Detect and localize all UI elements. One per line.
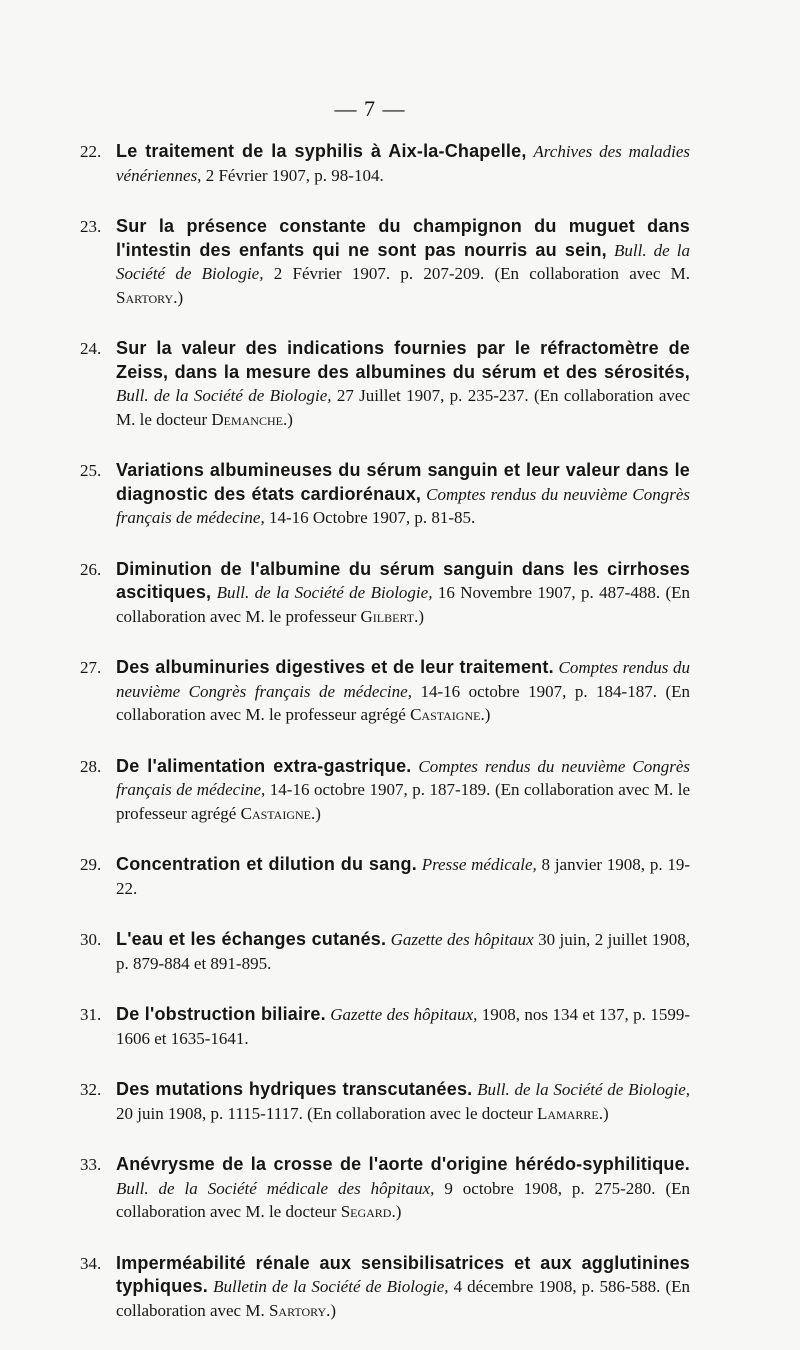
entry-source: Bull. de la Société de Biologie, <box>116 386 332 405</box>
entry-source: Gazette des hôpitaux, <box>330 1005 478 1024</box>
entry-number: 22. <box>80 142 102 161</box>
entry-title: Des albuminuries digestives et de leur traitement. <box>116 657 554 677</box>
entry-collab-suffix: .) <box>326 1300 337 1320</box>
entry-collab-name: Castaigne <box>410 705 481 724</box>
entry-details: 14-16 octobre 1907, p. 187-189. <box>269 780 491 799</box>
entry-collab-suffix: .) <box>173 287 184 307</box>
entry-number: 31. <box>80 1005 102 1024</box>
entry-number: 25. <box>80 461 102 480</box>
entry-source: Bulletin de la Société de Biologie, <box>213 1277 449 1296</box>
entry-details: 30 juin, 2 juillet 1908, p. 879-884 et 891-895. <box>116 930 691 973</box>
entry-details: 2 Février 1907. p. 207-209. <box>273 264 485 283</box>
entry-details: 9 octobre 1908, p. 275-280. <box>444 1178 656 1198</box>
list-item <box>80 1078 690 1125</box>
entry-number: 23. <box>80 217 102 236</box>
entry-title: L'eau et les échanges cutanés. <box>116 929 387 949</box>
entry-number: 29. <box>80 855 102 874</box>
entry-details: 27 Juillet 1907, p. 235-237. <box>336 386 529 405</box>
entry-details: 2 Février 1907, p. 98-104. <box>205 165 384 185</box>
list-item <box>80 656 690 727</box>
entry-collab-prefix: (En collaboration avec M. le professeur <box>116 583 691 626</box>
entry-details: 14-16 Octobre 1907, p. 81-85. <box>268 508 476 527</box>
entry-number: 28. <box>80 756 102 776</box>
list-item <box>80 459 690 530</box>
entry-source: Bull. de la Société de Biologie, <box>216 583 433 602</box>
list-item <box>80 928 690 975</box>
entry-number: 24. <box>80 339 102 358</box>
entry-collab-name: Segard <box>340 1202 392 1221</box>
entry-source: Comptes rendus du neuvième Congrès français de médecine, <box>116 658 691 701</box>
entry-collab-prefix: (En collaboration avec M. le professeur agrégé <box>116 780 691 823</box>
entry-details: 14-16 octobre 1907, p. 184-187. <box>420 681 657 701</box>
entry-collab-suffix: .) <box>598 1103 609 1123</box>
entry-title: Anévrysme de la crosse de l'aorte d'origine hérédo-syphilitique. <box>116 1154 690 1174</box>
entry-title: Sur la présence constante du champignon du muguet dans l'intestin des enfants qui ne sont pas nourris au sein, <box>116 216 690 260</box>
list-item <box>80 140 690 187</box>
list-item <box>80 1153 690 1224</box>
entry-collab-prefix: (En collaboration avec M. le docteur <box>116 386 691 429</box>
entry-collab-prefix: (En collaboration avec M. le professeur agrégé <box>116 681 691 724</box>
entry-title: Imperméabilité rénale aux sensibilisatrices et aux agglutinines typhiques. <box>116 1252 690 1296</box>
entry-collab-name: Castaigne <box>240 803 311 823</box>
entry-title: Le traitement de la syphilis à Aix-la-Chapelle, <box>116 141 527 161</box>
entry-collab-prefix: (En collaboration avec le docteur <box>307 1103 533 1123</box>
entry-number: 34. <box>80 1253 102 1273</box>
entry-details: 8 janvier 1908, p. 19-22. <box>116 855 691 898</box>
list-item <box>80 1252 690 1323</box>
entry-collab-name: Gilbert <box>360 606 415 626</box>
entry-collab-prefix: (En collaboration avec M. <box>494 264 690 283</box>
entry-number: 33. <box>80 1155 102 1174</box>
entry-source: Bull. de la Société médicale des hôpitaux, <box>116 1178 435 1198</box>
entry-details: 1908, nos 134 et 137, p. 1599-1606 et 1635-1641. <box>116 1005 690 1048</box>
list-item <box>80 558 690 629</box>
entry-collab-suffix: .) <box>414 606 425 626</box>
entry-number: 27. <box>80 658 102 677</box>
list-item <box>80 755 690 826</box>
entry-title: Sur la valeur des indications fournies par le réfractomètre de Zeiss, dans la mesure des albumines du sérum et des sérosités, <box>116 338 690 382</box>
entry-collab-suffix: .) <box>391 1202 402 1221</box>
list-item <box>80 1003 690 1050</box>
entry-title: De l'alimentation extra-gastrique. <box>116 755 412 776</box>
entry-title: Concentration et dilution du sang. <box>116 854 417 874</box>
entry-collab-name: Sartory <box>268 1300 327 1320</box>
entry-collab-name: Sartory <box>116 287 174 307</box>
entry-details: 4 décembre 1908, p. 586-588. <box>453 1277 661 1296</box>
list-item <box>80 215 690 309</box>
entry-number: 26. <box>80 559 102 579</box>
entry-source: Comptes rendus du neuvième Congrès français de médecine, <box>116 756 691 799</box>
entry-collab-prefix: (En collaboration avec M. <box>116 1277 691 1320</box>
entry-source: Archives des maladies vénériennes, <box>116 142 691 185</box>
entry-title: Des mutations hydriques transcutanées. <box>116 1079 473 1099</box>
entry-collab-suffix: .) <box>480 705 491 724</box>
entry-number: 32. <box>80 1080 102 1099</box>
entry-collab-suffix: .) <box>310 803 321 823</box>
entry-collab-prefix: (En collaboration avec M. le docteur <box>116 1178 691 1221</box>
list-item <box>80 337 690 431</box>
entry-source: Gazette des hôpitaux <box>390 930 534 949</box>
entry-title: De l'obstruction biliaire. <box>116 1004 326 1024</box>
entry-details: 16 Novembre 1907, p. 487-488. <box>437 583 661 602</box>
entry-collab-name: Demanche <box>211 409 283 429</box>
entry-details: 20 juin 1908, p. 1115-1117. <box>116 1103 303 1123</box>
bibliography-list <box>80 140 690 1350</box>
entry-number: 30. <box>80 930 102 949</box>
entry-collab-suffix: .) <box>282 409 293 429</box>
entry-source: Bull. de la Société de Biologie, <box>477 1080 691 1099</box>
entry-title: Variations albumineuses du sérum sanguin et leur valeur dans le diagnostic des états cardiorénaux, <box>116 460 690 504</box>
entry-source: Presse médicale, <box>421 855 537 874</box>
entry-collab-name: Lamarre <box>536 1103 599 1123</box>
entry-title: Diminution de l'albumine du sérum sanguin dans les cirrhoses ascitiques, <box>116 558 690 602</box>
entry-source: Bull. de la Société de Biologie, <box>116 240 691 283</box>
list-item <box>80 853 690 900</box>
page-number: — 7 — <box>334 96 406 121</box>
entry-source: Comptes rendus du neuvième Congrès français de médecine, <box>116 484 690 527</box>
